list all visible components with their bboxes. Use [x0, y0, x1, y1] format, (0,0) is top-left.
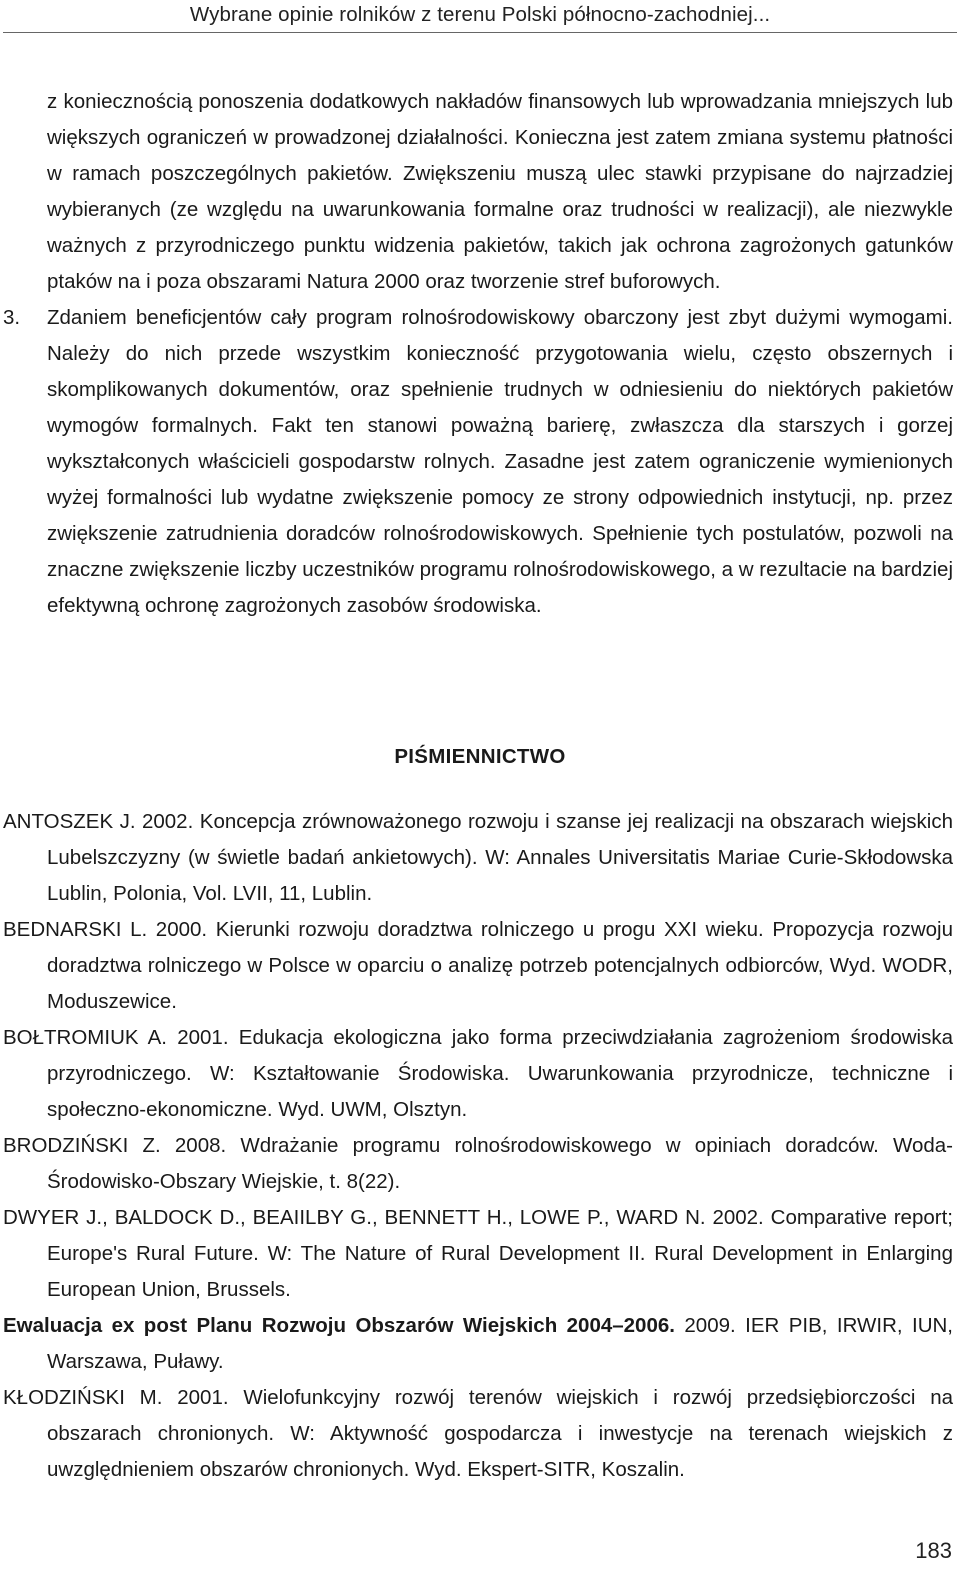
reference-author: BOŁTROMIUK A. 2001. [3, 1026, 229, 1049]
reference-item [3, 1020, 953, 1128]
reference-item [3, 1128, 953, 1200]
reference-bold-title: Ewaluacja ex post Planu Rozwoju Obszarów Wiejskich 2004–2006. [3, 1314, 675, 1337]
reference-author: DWYER J., BALDOCK D., BEAIILBY G., BENNETT H., LOWE P., WARD N. 2002. [3, 1206, 764, 1229]
reference-title: Wdrażanie programu rolnośrodowiskowego w opiniach doradców. Woda-Środowisko-Obszary Wiejskie, t. 8(22). [47, 1134, 954, 1193]
reference-item [3, 912, 953, 1020]
section-title: PIŚMIENNICTWO [394, 745, 566, 768]
reference-item [3, 1380, 953, 1488]
body-text [3, 84, 953, 624]
reference-author: KŁODZIŃSKI M. 2001. [3, 1386, 229, 1409]
page-number: 183 [915, 1538, 952, 1563]
running-header: Wybrane opinie rolników z terenu Polski północno-zachodniej... [189, 3, 771, 26]
reference-item [3, 804, 953, 912]
reference-item [3, 1200, 953, 1308]
reference-item [3, 1308, 953, 1380]
reference-title: Comparative report; Europe's Rural Future. W: The Nature of Rural Development II. Rural Development in Enlarging European Union, Brussels. [47, 1206, 953, 1301]
list-item-text: Zdaniem beneficjentów cały program rolnośrodowiskowy obarczony jest zbyt dużymi wymogami. Należy do nich przede wszystkim konieczność przygotowania wielu, często obszernych i skomplikowanych dokumentów, oraz spełnienie trudnych w odniesieniu do niektórych pakietów wymogów formalnych. Fakt ten stanowi poważną barierę, zwłaszcza dla starszych i gorzej wykształconych właścicieli gospodarstw rolnych. Zasadne jest zatem ograniczenie wymienionych wyżej formalności lub wydatne zwiększenie pomocy ze strony odpowiednich instytucji, np. przez zwiększenie zatrudnienia doradców rolnośrodowiskowych. Spełnienie tych postulatów, pozwoli na znaczne zwiększenie liczby uczestników programu rolnośrodowiskowego, a w rezultacie na bardziej efektywną ochronę zagrożonych zasobów środowiska. [47, 306, 953, 617]
paragraph-continued: z koniecznością ponoszenia dodatkowych nakładów finansowych lub wprowadzania mniejszych lub większych ograniczeń w prowadzonej działalności. Konieczna jest zatem zmiana systemu płatności w ramach poszczególnych pakietów. Zwiększeniu muszą ulec stawki przypisane do najrzadziej wybieranych (ze względu na uwarunkowania formalne oraz trudności w realizacji), ale niezwykle ważnych z przyrodniczego punktu widzenia pakietów, takich jak ochrona zagrożonych gatunków ptaków na i poza obszarami Natura 2000 oraz tworzenie stref buforowych. [47, 90, 953, 293]
reference-title: Koncepcja zrównoważonego rozwoju i szanse jej realizacji na obszarach wiejskich Lubelszczyzny (w świetle badań ankietowych). W: Annales Universitatis Mariae Curie-Skłodowska Lublin, Polonia, Vol. LVII, 11, Lublin. [47, 810, 953, 905]
reference-title: Wielofunkcyjny rozwój terenów wiejskich i rozwój przedsiębiorczości na obszarach chronionych. W: Aktywność gospodarcza i inwestycje na terenach wiejskich z uwzględnieniem obszarów chronionych. Wyd. Ekspert-SITR, Koszalin. [47, 1386, 953, 1481]
reference-title: Edukacja ekologiczna jako forma przeciwdziałania zagrożeniom środowiska przyrodniczego. W: Kształtowanie Środowiska. Uwarunkowania przyrodnicze, techniczne i społeczno-ekonomiczne. Wyd. UWM, Olsztyn. [47, 1026, 954, 1121]
header-divider [3, 32, 957, 33]
reference-author: ANTOSZEK J. 2002. [3, 810, 194, 833]
list-item-number: 3. [3, 306, 21, 329]
list-item-3 [3, 300, 953, 624]
reference-author: BRODZIŃSKI Z. 2008. [3, 1134, 227, 1157]
reference-title: Kierunki rozwoju doradztwa rolniczego u progu XXI wieku. Propozycja rozwoju doradztwa rolniczego w Polsce w oparciu o analizę potrzeb potencjalnych odbiorców, Wyd. WODR, Moduszewice. [47, 918, 954, 1013]
reference-author: BEDNARSKI L. 2000. [3, 918, 208, 941]
reference-title: 2009. IER PIB, IRWIR, IUN, Warszawa, Puławy. [47, 1314, 953, 1373]
reference-list [3, 804, 953, 1488]
